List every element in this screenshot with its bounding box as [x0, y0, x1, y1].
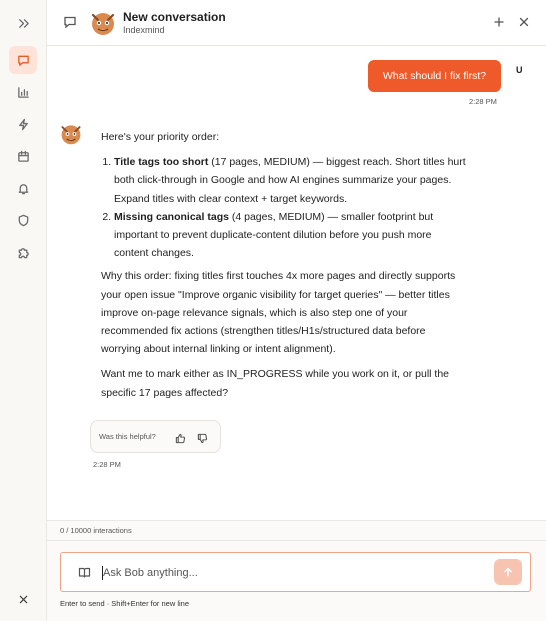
composer [47, 541, 546, 621]
sidebar-item-analytics[interactable] [9, 78, 37, 106]
bot-intro: Here's your priority order: [101, 131, 220, 143]
message-list[interactable] [47, 46, 546, 520]
bell-icon [17, 182, 30, 195]
chat-icon [17, 54, 30, 67]
feedback-widget [90, 420, 221, 453]
priority-item [114, 208, 466, 263]
puzzle-icon [17, 246, 30, 259]
sidebar-item-security[interactable] [9, 206, 37, 234]
priority-item-detail: (17 pages, MEDIUM) — biggest reach. Short titles hurt both click-through in Google and how AI engines summarize your pages. Expand titles with clear context + target keywords. [114, 156, 466, 205]
book-icon [78, 566, 91, 579]
message-input[interactable] [103, 564, 483, 582]
feedback-label: Was this helpful? [99, 432, 156, 441]
page-title: New conversation [123, 10, 226, 24]
message-input-box[interactable] [60, 552, 531, 592]
bot-avatar [89, 9, 117, 37]
usage-bar [47, 520, 546, 541]
sidebar-item-calendar[interactable] [9, 142, 37, 170]
sidebar-rail [0, 0, 47, 621]
send-button[interactable] [494, 559, 522, 585]
user-avatar: U [516, 65, 523, 75]
thumbs-down-icon [197, 433, 208, 444]
expand-sidebar-button[interactable] [9, 9, 37, 37]
sidebar-item-integrations[interactable] [9, 238, 37, 266]
bar-chart-icon [17, 86, 30, 99]
bot-paragraph: Want me to mark either as IN_PROGRESS while you work on it, or pull the specific 17 pages affected? [101, 368, 449, 399]
plus-icon [494, 17, 504, 27]
sidebar-item-actions[interactable] [9, 110, 37, 138]
bot-paragraph: Why this order: fixing titles first touches 4x more pages and directly supports your open issue "Improve organic visibility for target queries" — better titles improve on-page relevance signals, which is also step one of your recommended fix actions (strengthen titles/H1s/structured data before worrying about internal linking or intent alignment). [101, 270, 456, 356]
close-sidebar-button[interactable] [16, 592, 30, 606]
close-button[interactable] [516, 14, 532, 30]
sidebar-item-chat[interactable] [9, 46, 37, 74]
lightning-icon [17, 118, 30, 131]
priority-item [114, 153, 466, 208]
composer-hint: Enter to send · Shift+Enter for new line [60, 599, 190, 608]
chat-bubble-icon [63, 15, 77, 29]
conversations-button[interactable] [63, 15, 77, 29]
bot-message-time: 2:28 PM [93, 460, 121, 469]
thumbs-up-icon [175, 433, 186, 444]
close-icon [519, 17, 529, 27]
bot-message [101, 128, 466, 409]
shield-icon [17, 214, 30, 227]
interaction-counter: 0 / 10000 interactions [60, 526, 132, 535]
conversation-header [47, 0, 546, 46]
sidebar-item-notifications[interactable] [9, 174, 37, 202]
double-chevron-right-icon [17, 17, 30, 30]
priority-item-title: Title tags too short [114, 156, 209, 169]
arrow-up-icon [503, 567, 513, 577]
priority-list [114, 153, 466, 262]
priority-item-detail: (4 pages, MEDIUM) — smaller footprint but important to prevent duplicate-content dilution before you push more content changes. [114, 210, 434, 260]
user-message: What should I fix first? [368, 60, 501, 92]
knowledge-button[interactable] [78, 566, 91, 579]
user-message-time: 2:28 PM [469, 97, 497, 106]
calendar-icon [17, 150, 30, 163]
thumbs-down-button[interactable] [197, 431, 209, 443]
thumbs-up-button[interactable] [175, 431, 187, 443]
close-icon [19, 595, 28, 604]
page-subtitle: Indexmind [123, 25, 165, 35]
new-conversation-button[interactable] [491, 14, 507, 30]
bot-avatar [59, 122, 83, 146]
priority-item-title: Missing canonical tags [114, 210, 229, 223]
